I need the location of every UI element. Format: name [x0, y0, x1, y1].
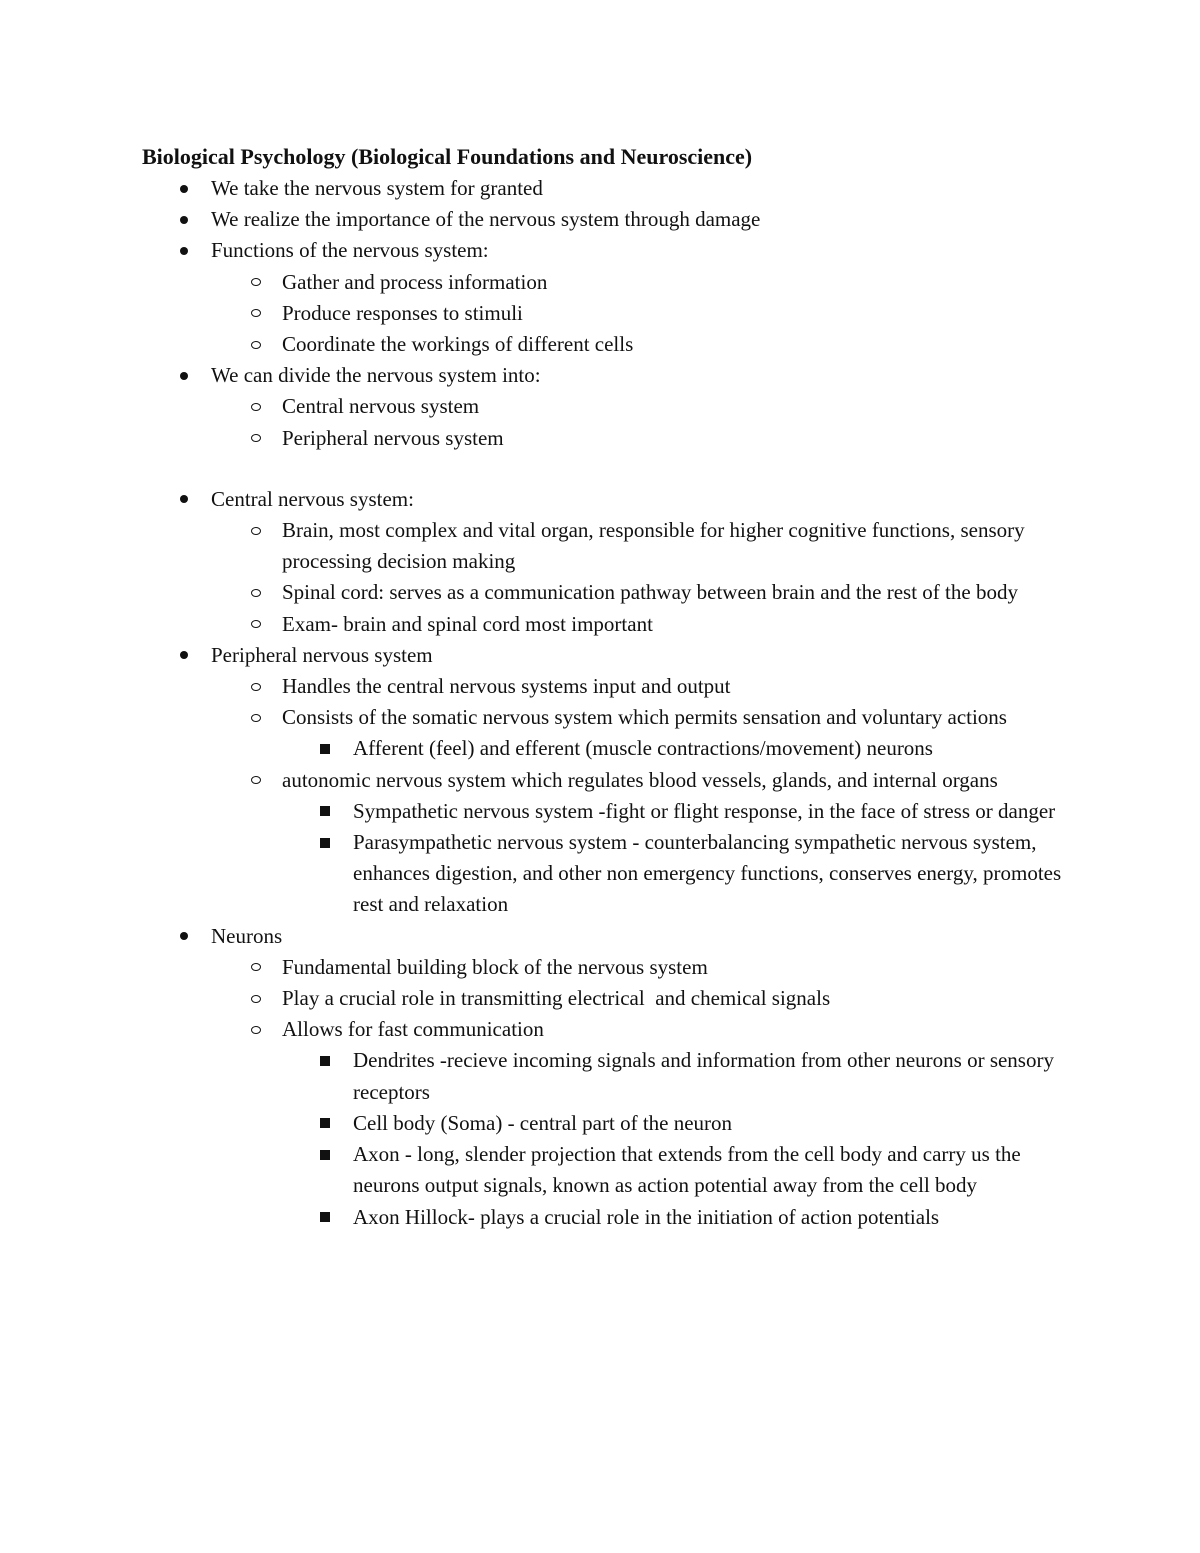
list-item-text: Handles the central nervous systems input and output [282, 674, 731, 699]
list-subitem [0, 515, 1062, 577]
bullet-square-icon [320, 1108, 330, 1139]
list-item-text: Produce responses to stimuli [282, 300, 523, 325]
bullet-circle-icon [250, 329, 261, 360]
list-subitem [0, 671, 1062, 702]
list-item-text: Spinal cord: serves as a communication pathway between brain and the rest of the body [282, 580, 1018, 605]
list-item-text: Axon Hillock- plays a crucial role in the initiation of action potentials [353, 1204, 940, 1229]
list-item-text: Neurons [211, 923, 283, 948]
list-item-text: Coordinate the workings of different cells [282, 332, 634, 357]
bullet-square-icon [320, 827, 330, 858]
list-item-text: Cell body (Soma) - central part of the neuron [353, 1110, 733, 1135]
bullet-circle-icon [250, 423, 261, 454]
bullet-circle-icon [250, 983, 261, 1014]
list-subitem [0, 609, 1062, 640]
list-item-text: Consists of the somatic nervous system which permits sensation and voluntary actions [282, 705, 1007, 730]
bullet-circle-icon [250, 298, 261, 329]
bullet-square-icon [320, 1139, 330, 1170]
list-subitem [0, 983, 1062, 1014]
bullet-square-icon [320, 1202, 330, 1233]
list-subitem [0, 267, 1062, 298]
list-item-text: Functions of the nervous system: [211, 238, 489, 263]
list-subitem [0, 1014, 1062, 1045]
list-subitem [0, 423, 1062, 454]
bullet-disc-icon [179, 921, 188, 952]
bullet-circle-icon [250, 609, 261, 640]
list-item-text: Peripheral nervous system [282, 425, 504, 450]
list-subitem [0, 765, 1062, 796]
bullet-circle-icon [250, 391, 261, 422]
bullet-disc-icon [179, 484, 188, 515]
list-item [0, 235, 1061, 266]
list-item-text: autonomic nervous system which regulates blood vessels, glands, and internal organs [282, 767, 998, 792]
list-item [0, 921, 1061, 952]
list-item-text: Central nervous system [282, 394, 480, 419]
bullet-circle-icon [250, 952, 261, 983]
bullet-circle-icon [250, 267, 261, 298]
list-item-text: Fundamental building block of the nervous system [282, 954, 708, 979]
list-item-text: Central nervous system: [211, 486, 414, 511]
list-item [0, 360, 1061, 391]
document-title: Biological Psychology (Biological Foundations and Neuroscience) [142, 144, 753, 169]
list-subsubitem [0, 1139, 1063, 1201]
bullet-circle-icon [250, 765, 261, 796]
bullet-circle-icon [250, 1014, 261, 1045]
list-item [0, 173, 1061, 204]
bullet-disc-icon [179, 173, 188, 204]
list-subsubitem [0, 733, 1063, 764]
list-item [0, 484, 1061, 515]
notes-outline [0, 173, 1200, 1233]
list-item-text: Gather and process information [282, 269, 548, 294]
bullet-disc-icon [179, 360, 188, 391]
list-subitem [0, 577, 1062, 608]
blank-line [0, 454, 1200, 484]
list-subitem [0, 391, 1062, 422]
list-item-text: Peripheral nervous system [211, 642, 433, 667]
list-item-text: We can divide the nervous system into: [211, 363, 541, 388]
bullet-square-icon [320, 796, 330, 827]
list-subitem [0, 329, 1062, 360]
list-item-text: Afferent (feel) and efferent (muscle contractions/movement) neurons [353, 736, 933, 761]
bullet-disc-icon [179, 204, 188, 235]
list-subsubitem [0, 796, 1063, 827]
bullet-disc-icon [179, 235, 188, 266]
list-item [0, 640, 1061, 671]
list-item-text: We take the nervous system for granted [211, 176, 543, 200]
bullet-circle-icon [250, 515, 261, 546]
list-subitem [0, 702, 1062, 733]
list-item [0, 204, 1061, 235]
bullet-square-icon [320, 733, 330, 764]
list-subsubitem [0, 1202, 1063, 1233]
list-subitem [0, 298, 1062, 329]
list-item-text: Exam- brain and spinal cord most important [282, 611, 653, 636]
list-item-text: Dendrites -recieve incoming signals and information from other neurons or sensory receptors [353, 1048, 1054, 1104]
list-item-text: Play a crucial role in transmitting electrical and chemical signals [282, 986, 831, 1011]
bullet-circle-icon [250, 577, 261, 608]
list-item-text: Axon - long, slender projection that extends from the cell body and carry us the neurons output signals, known as action potential away from the cell body [353, 1142, 1021, 1198]
list-subsubitem [0, 827, 1063, 921]
list-item-text: Allows for fast communication [282, 1017, 544, 1042]
list-subsubitem [0, 1108, 1063, 1139]
list-item-text: Sympathetic nervous system -fight or flight response, in the face of stress or danger [353, 798, 1056, 823]
list-item-text: We realize the importance of the nervous system through damage [211, 207, 761, 232]
bullet-square-icon [320, 1045, 330, 1076]
bullet-circle-icon [250, 671, 261, 702]
bullet-disc-icon [179, 640, 188, 671]
list-item-text: Parasympathetic nervous system - counterbalancing sympathetic nervous system, enhances digestion, and other non emergency functions, conserves energy, promotes rest and relaxation [353, 830, 1062, 917]
list-subitem [0, 952, 1062, 983]
list-item-text: Brain, most complex and vital organ, responsible for higher cognitive functions, sensory processing decision making [282, 518, 1025, 574]
bullet-circle-icon [250, 702, 261, 733]
list-subsubitem [0, 1045, 1063, 1107]
